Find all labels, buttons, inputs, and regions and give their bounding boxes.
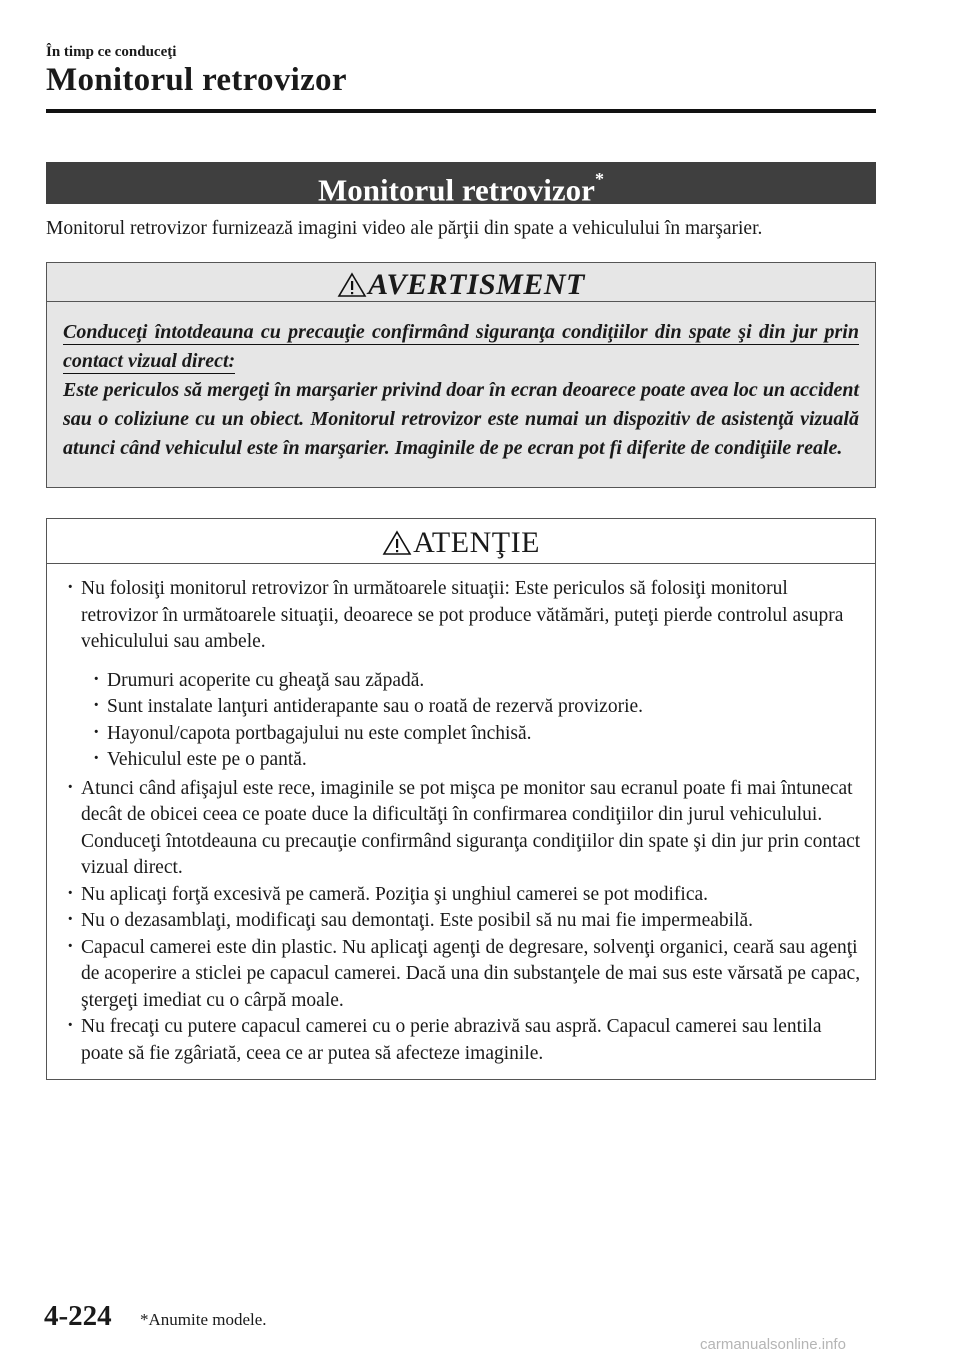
caution-sub-item: · Hayonul/capota portbagajului nu este complet închisă. [101, 721, 863, 748]
warning-text: Este periculos să mergeţi în marşarier privind doar în ecran deoarece poate avea loc un accident sau o coliziune cu un obiect. Monitorul retrovizor este numai un dispozitiv de asistenţă vizuală atunci când vehiculul este în marşarier. Imaginile de pe ecran pot fi diferite de condiţiile reale. [63, 379, 859, 459]
caution-item: · Nu frecaţi cu putere capacul camerei cu o perie abrazivă sau aspră. Capacul camerei sau lentila poate să fie zgâriată, ceea ce ar putea să afecteze imaginile. [75, 1014, 863, 1067]
caution-sub-item: · Drumuri acoperite cu gheaţă sau zăpadă. [101, 668, 863, 695]
caution-item: · Nu aplicaţi forţă excesivă pe cameră. Poziţia şi unghiul camerei se pot modifica. [75, 882, 863, 909]
caution-item-text: Nu folosiţi monitorul retrovizor în următoarele situaţii: Este periculos să folosiţi monitorul retrovizor în următoarele situaţii, deoarece se pot produce vătămări, puteţi pierde controlul asupra vehiculului sau ambele. [81, 578, 844, 652]
caution-label: ATENŢIE [413, 526, 540, 560]
page-number: 4-224 [44, 1300, 112, 1332]
warning-triangle-icon [337, 272, 367, 298]
caution-triangle-icon [382, 530, 412, 556]
section-label: În timp ce conduceţi [46, 44, 177, 60]
asterisk-mark: * [594, 169, 604, 189]
caution-box [46, 518, 876, 1080]
caution-item: · Nu o dezasamblaţi, modificaţi sau demontaţi. Este posibil să nu mai fie impermeabilă. [75, 908, 863, 935]
caution-body [47, 564, 875, 1067]
warning-lead: Conduceţi întotdeauna cu precauţie confirmând siguranţa condiţiilor din spate şi din jur prin contact vizual direct: [63, 321, 859, 372]
section-title: Monitorul retrovizor [318, 172, 595, 208]
caution-item: · Atunci când afişajul este rece, imaginile se pot mişca pe monitor sau ecranul poate fi mai întunecat decât de obicei ceea ce poate duce la dificultăţi în confirmarea condiţiilor din jurul vehiculului. Conduceţi întotdeauna cu precauţie confirmând siguranţa condiţiilor din spate şi din jur prin contact vizual direct. [75, 776, 863, 882]
warning-box [46, 262, 876, 488]
warning-label: AVERTISMENT [368, 268, 585, 302]
caution-item: · Capacul camerei este din plastic. Nu aplicaţi agenţi de degresare, solvenţi organici, ceară sau agenţi de acoperire a sticlei pe capacul camerei. Dacă una din substanţele de mai sus este vărsată pe capac, ştergeţi imediat cu o cârpă moale. [75, 935, 863, 1015]
caution-item [75, 576, 863, 774]
intro-paragraph: Monitorul retrovizor furnizează imagini video ale părţii din spate a vehiculului în marşarier. [46, 218, 763, 239]
footnote: *Anumite modele. [140, 1310, 267, 1329]
heading-rule [46, 109, 876, 113]
warning-body [47, 302, 875, 463]
caution-header [47, 519, 875, 564]
caution-sub-list [81, 668, 863, 774]
caution-sub-item: · Vehiculul este pe o pantă. [101, 747, 863, 774]
warning-header [47, 263, 875, 302]
caution-list [75, 576, 863, 1067]
watermark[interactable]: carmanualsonline.info [700, 1336, 846, 1353]
page-title: Monitorul retrovizor [46, 62, 347, 98]
section-title-bar [46, 162, 876, 208]
caution-sub-item: · Sunt instalate lanţuri antiderapante sau o roată de rezervă provizorie. [101, 694, 863, 721]
